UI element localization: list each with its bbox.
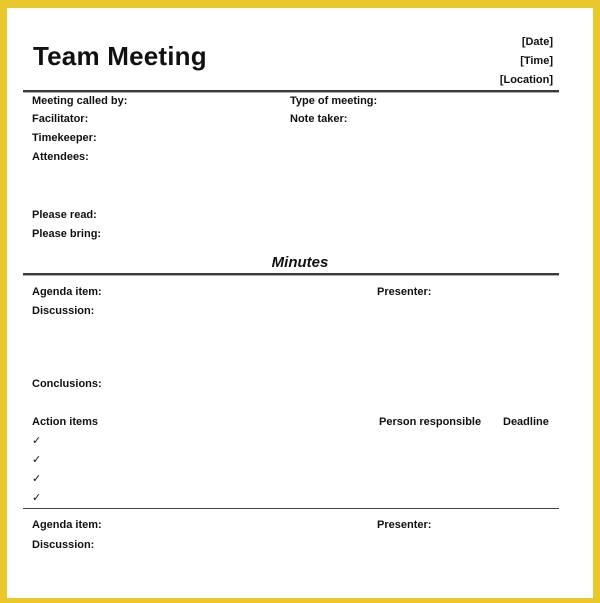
section-divider [23, 508, 559, 509]
header-divider [23, 90, 559, 92]
time-field: [Time] [520, 55, 553, 67]
please-bring-label: Please bring: [32, 228, 102, 240]
timekeeper-label: Timekeeper: [32, 132, 97, 144]
person-responsible-label: Person responsible [379, 416, 482, 428]
meeting-called-by-label: Meeting called by: [32, 95, 128, 107]
check-icon: ✓ [32, 492, 42, 504]
page-title: Team Meeting [33, 41, 207, 71]
conclusions-label: Conclusions: [32, 378, 102, 390]
please-read-label: Please read: [32, 209, 97, 221]
check-icon: ✓ [32, 473, 42, 485]
check-icon: ✓ [32, 435, 42, 447]
minutes-divider [23, 273, 559, 275]
document-page [7, 8, 593, 598]
action-items-label: Action items [32, 416, 99, 428]
deadline-label: Deadline [503, 416, 549, 428]
check-icon: ✓ [32, 454, 42, 466]
discussion-label: Discussion: [32, 305, 95, 317]
facilitator-label: Facilitator: [32, 113, 89, 125]
presenter-label: Presenter: [377, 286, 432, 298]
agenda-item-label: Agenda item: [32, 286, 102, 298]
presenter-label-2: Presenter: [377, 519, 432, 531]
date-field: [Date] [521, 36, 553, 48]
agenda-item-label-2: Agenda item: [32, 519, 102, 531]
location-field: [Location] [499, 74, 553, 86]
minutes-heading: Minutes [271, 254, 329, 271]
discussion-label-2: Discussion: [32, 539, 95, 551]
attendees-label: Attendees: [32, 151, 89, 163]
note-taker-label: Note taker: [290, 113, 348, 125]
type-of-meeting-label: Type of meeting: [290, 95, 378, 107]
